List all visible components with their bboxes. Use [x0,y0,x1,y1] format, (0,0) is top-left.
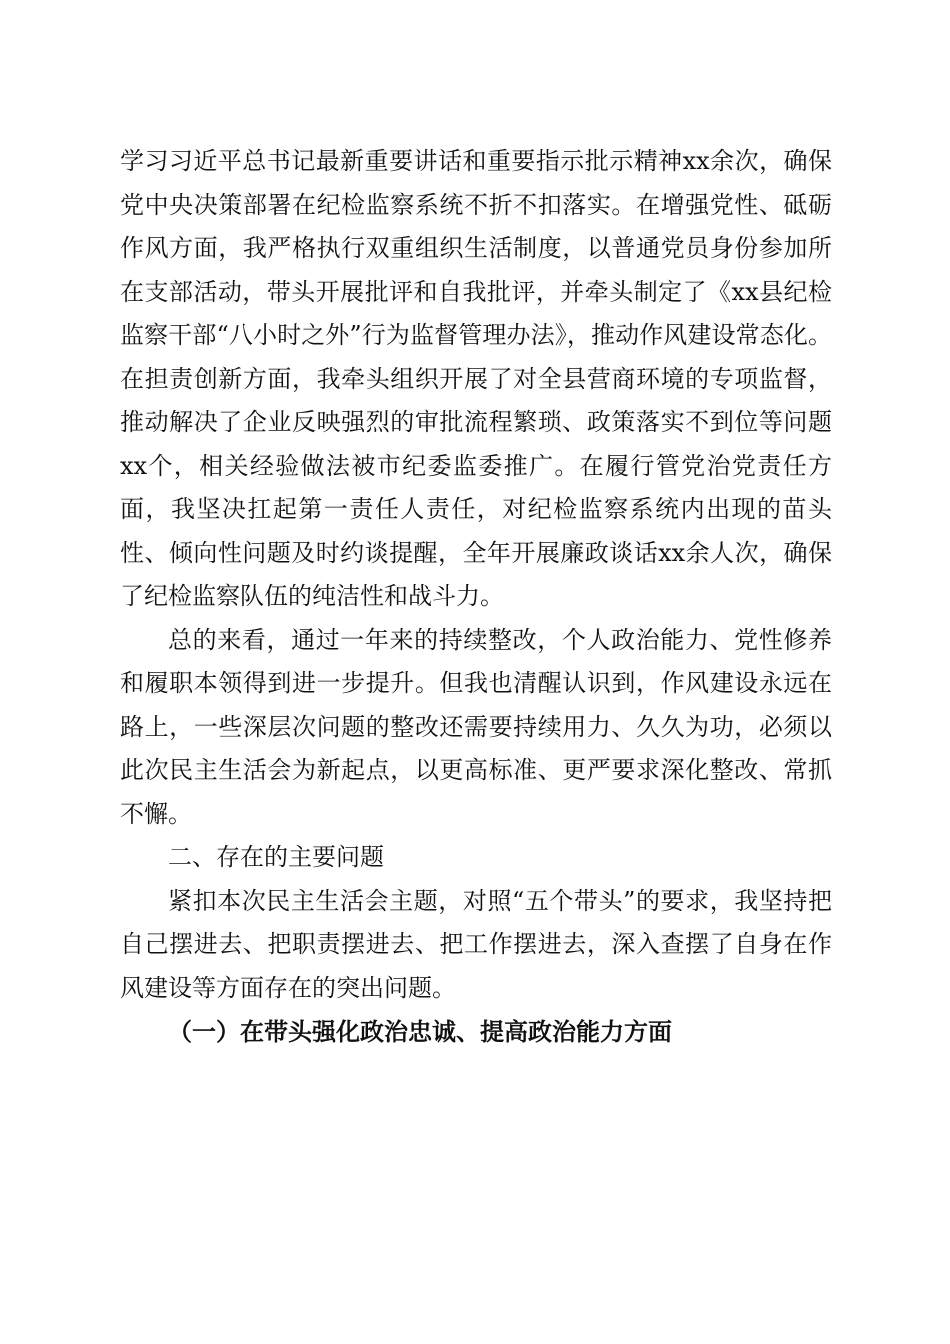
body-paragraph-continuation: 学习习近平总书记最新重要讲话和重要指示批示精神xx余次，确保党中央决策部署在纪检监察系统不折不扣落实。在增强党性、砥砺作风方面，我严格执行双重组织生活制度，以普通党员身份参加所在支部活动，带头开展批评和自我批评，并牵头制定了《xx县纪检监察干部“八小时之外”行为监督管理办法》，推动作风建设常态化。在担责创新方面，我牵头组织开展了对全县营商环境的专项监督，推动解决了企业反映强烈的审批流程繁琐、政策落实不到位等问题xx个，相关经验做法被市纪委监委推广。在履行管党治党责任方面，我坚决扛起第一责任人责任，对纪检监察系统内出现的苗头性、倾向性问题及时约谈提醒，全年开展廉政谈话xx余人次，确保了纪检监察队伍的纯洁性和战斗力。 [120,147,832,610]
document-body [120,140,832,1054]
body-paragraph-summary: 总的来看，通过一年来的持续整改，个人政治能力、党性修养和履职本领得到进一步提升。但我也清醒认识到，作风建设永远在路上，一些深层次问题的整改还需要持续用力、久久为功，必须以此次民主生活会为新起点，以更高标准、更严要求深化整改、常抓不懈。 [120,625,832,828]
section-intro-paragraph: 紧扣本次民主生活会主题，对照“五个带头”的要求，我坚持把自己摆进去、把职责摆进去、把工作摆进去，深入查摆了自身在作风建设等方面存在的突出问题。 [120,886,832,1002]
subsection-heading: （一）在带头强化政治忠诚、提高政治能力方面 [168,1017,672,1046]
section-heading: 二、存在的主要问题 [168,843,384,871]
